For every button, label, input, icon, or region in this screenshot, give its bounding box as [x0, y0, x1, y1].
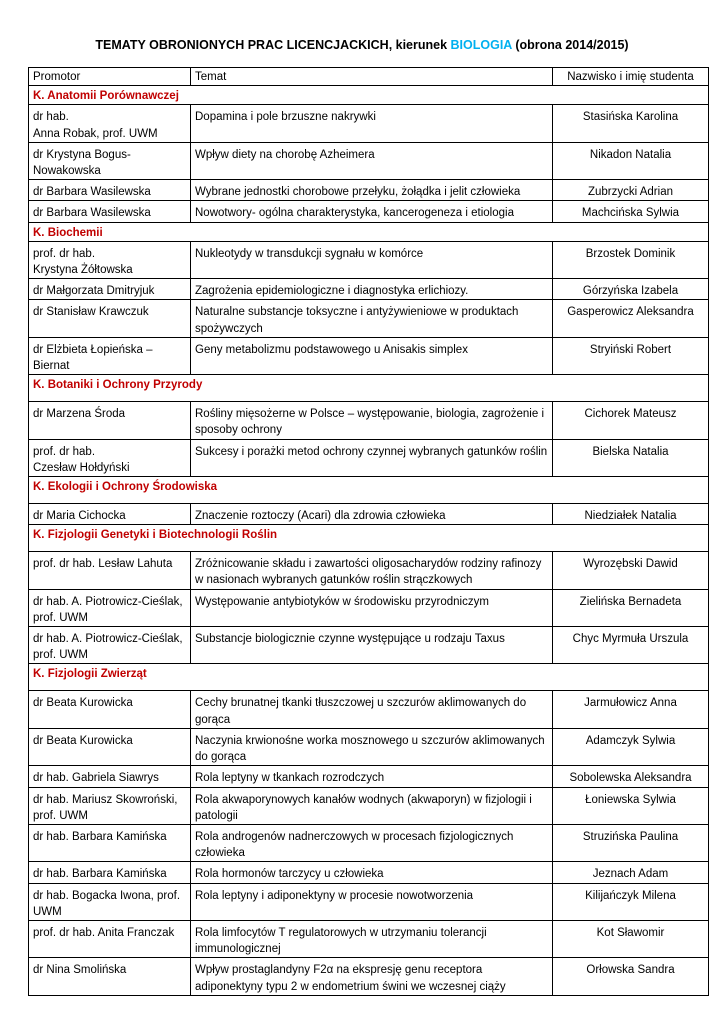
- table-row: [29, 504, 709, 525]
- student-cell: Cichorek Mateusz: [553, 402, 709, 439]
- promotor-cell: dr Stanisław Krawczuk: [29, 300, 191, 337]
- table-row: [29, 589, 709, 626]
- promotor-cell: dr Beata Kurowicka: [29, 691, 191, 728]
- temat-cell: Zróżnicowanie składu i zawartości oligosacharydów rodziny rafinozy w nasionach wybranych gatunków roślin strączkowych: [191, 552, 553, 589]
- temat-cell: Wpływ prostaglandyny F2α na ekspresję genu receptora adiponektyny typu 2 w endometrium świni we wczesnej ciąży: [191, 958, 553, 995]
- table-row: [29, 300, 709, 337]
- temat-cell: Naczynia krwionośne worka mosznowego u szczurów aklimowanych do gorąca: [191, 728, 553, 765]
- section-title: K. Biochemii: [29, 222, 709, 241]
- table-row: [29, 337, 709, 374]
- promotor-cell: dr hab. Barbara Kamińska: [29, 824, 191, 861]
- temat-cell: Rola androgenów nadnerczowych w procesach fizjologicznych człowieka: [191, 824, 553, 861]
- table-row: [29, 402, 709, 439]
- temat-cell: Rola leptyny i adiponektyny w procesie nowotworzenia: [191, 883, 553, 920]
- temat-cell: Wybrane jednostki chorobowe przełyku, żołądka i jelit człowieka: [191, 180, 553, 201]
- table-row: [29, 627, 709, 664]
- table-row: [29, 883, 709, 920]
- table-row: [29, 201, 709, 222]
- student-cell: Stasińska Karolina: [553, 105, 709, 142]
- table-row: [29, 105, 709, 142]
- table-row: [29, 691, 709, 728]
- promotor-cell: dr Maria Cichocka: [29, 504, 191, 525]
- temat-cell: Rola leptyny w tkankach rozrodczych: [191, 766, 553, 787]
- temat-cell: Znaczenie roztoczy (Acari) dla zdrowia człowieka: [191, 504, 553, 525]
- promotor-cell: dr hab. Mariusz Skowroński, prof. UWM: [29, 787, 191, 824]
- temat-cell: Substancje biologicznie czynne występujące u rodzaju Taxus: [191, 627, 553, 664]
- temat-cell: Naturalne substancje toksyczne i antyżywieniowe w produktach spożywczych: [191, 300, 553, 337]
- promotor-cell: dr hab. Bogacka Iwona, prof. UWM: [29, 883, 191, 920]
- student-cell: Chyc Myrmuła Urszula: [553, 627, 709, 664]
- temat-cell: Dopamina i pole brzuszne nakrywki: [191, 105, 553, 142]
- student-cell: Struzińska Paulina: [553, 824, 709, 861]
- promotor-cell: dr Barbara Wasilewska: [29, 201, 191, 222]
- temat-cell: Rola akwaporynowych kanałów wodnych (akwaporyn) w fizjologii i patologii: [191, 787, 553, 824]
- table-row: [29, 552, 709, 589]
- table-row: [29, 958, 709, 995]
- temat-cell: Występowanie antybiotyków w środowisku przyrodniczym: [191, 589, 553, 626]
- temat-cell: Rola limfocytów T regulatorowych w utrzymaniu tolerancji immunologicznej: [191, 920, 553, 957]
- student-cell: Niedziałek Natalia: [553, 504, 709, 525]
- temat-cell: Sukcesy i porażki metod ochrony czynnej wybranych gatunków roślin: [191, 439, 553, 476]
- promotor-cell: dr Nina Smolińska: [29, 958, 191, 995]
- student-cell: Zielińska Bernadeta: [553, 589, 709, 626]
- promotor-cell: dr hab. Anna Robak, prof. UWM: [29, 105, 191, 142]
- temat-cell: Rośliny mięsożerne w Polsce – występowanie, biologia, zagrożenie i sposoby ochrony: [191, 402, 553, 439]
- student-cell: Kot Sławomir: [553, 920, 709, 957]
- student-cell: Jarmułowicz Anna: [553, 691, 709, 728]
- student-cell: Górzyńska Izabela: [553, 279, 709, 300]
- promotor-cell: dr hab. Gabriela Siawrys: [29, 766, 191, 787]
- promotor-cell: prof. dr hab. Anita Franczak: [29, 920, 191, 957]
- section-row: [29, 86, 709, 105]
- theses-table-body: [29, 68, 709, 996]
- student-cell: Zubrzycki Adrian: [553, 180, 709, 201]
- student-cell: Machcińska Sylwia: [553, 201, 709, 222]
- section-title: K. Botaniki i Ochrony Przyrody: [29, 375, 709, 402]
- page-title: [0, 38, 724, 52]
- section-title: K. Fizjologii Genetyki i Biotechnologii Roślin: [29, 525, 709, 552]
- header-promotor: Promotor: [29, 68, 191, 86]
- promotor-cell: dr Barbara Wasilewska: [29, 180, 191, 201]
- student-cell: Brzostek Dominik: [553, 241, 709, 278]
- section-row: [29, 375, 709, 402]
- promotor-cell: dr Krystyna Bogus-Nowakowska: [29, 142, 191, 179]
- table-row: [29, 787, 709, 824]
- student-cell: Jeznach Adam: [553, 862, 709, 883]
- section-title: K. Fizjologii Zwierząt: [29, 664, 709, 691]
- temat-cell: Wpływ diety na chorobę Azheimera: [191, 142, 553, 179]
- student-cell: Sobolewska Aleksandra: [553, 766, 709, 787]
- section-row: [29, 477, 709, 504]
- promotor-cell: dr Elżbieta Łopieńska – Biernat: [29, 337, 191, 374]
- promotor-cell: dr hab. A. Piotrowicz-Cieślak, prof. UWM: [29, 589, 191, 626]
- promotor-cell: dr Małgorzata Dmitryjuk: [29, 279, 191, 300]
- title-prefix: TEMATY OBRONIONYCH PRAC LICENCJACKICH, kierunek: [95, 38, 451, 52]
- temat-cell: Geny metabolizmu podstawowego u Anisakis simplex: [191, 337, 553, 374]
- student-cell: Stryiński Robert: [553, 337, 709, 374]
- student-cell: Gasperowicz Aleksandra: [553, 300, 709, 337]
- promotor-cell: dr Beata Kurowicka: [29, 728, 191, 765]
- table-row: [29, 766, 709, 787]
- section-row: [29, 525, 709, 552]
- student-cell: Bielska Natalia: [553, 439, 709, 476]
- table-header-row: [29, 68, 709, 86]
- table-row: [29, 824, 709, 861]
- section-row: [29, 222, 709, 241]
- header-temat: Temat: [191, 68, 553, 86]
- temat-cell: Rola hormonów tarczycy u człowieka: [191, 862, 553, 883]
- promotor-cell: dr hab. Barbara Kamińska: [29, 862, 191, 883]
- student-cell: Kilijańczyk Milena: [553, 883, 709, 920]
- student-cell: Łoniewska Sylwia: [553, 787, 709, 824]
- table-row: [29, 862, 709, 883]
- temat-cell: Nukleotydy w transdukcji sygnału w komórce: [191, 241, 553, 278]
- section-title: K. Ekologii i Ochrony Środowiska: [29, 477, 709, 504]
- section-title: K. Anatomii Porównawczej: [29, 86, 709, 105]
- temat-cell: Nowotwory- ogólna charakterystyka, kancerogeneza i etiologia: [191, 201, 553, 222]
- section-row: [29, 664, 709, 691]
- promotor-cell: prof. dr hab. Krystyna Żółtowska: [29, 241, 191, 278]
- promotor-cell: prof. dr hab. Czesław Hołdyński: [29, 439, 191, 476]
- table-row: [29, 920, 709, 957]
- promotor-cell: dr Marzena Środa: [29, 402, 191, 439]
- table-row: [29, 180, 709, 201]
- table-row: [29, 439, 709, 476]
- temat-cell: Zagrożenia epidemiologiczne i diagnostyka erlichiozy.: [191, 279, 553, 300]
- promotor-cell: dr hab. A. Piotrowicz-Cieślak, prof. UWM: [29, 627, 191, 664]
- table-row: [29, 241, 709, 278]
- header-student: Nazwisko i imię studenta: [553, 68, 709, 86]
- temat-cell: Cechy brunatnej tkanki tłuszczowej u szczurów aklimowanych do gorąca: [191, 691, 553, 728]
- promotor-cell: prof. dr hab. Lesław Lahuta: [29, 552, 191, 589]
- table-row: [29, 728, 709, 765]
- student-cell: Orłowska Sandra: [553, 958, 709, 995]
- title-highlight: BIOLOGIA: [450, 38, 512, 52]
- title-suffix: (obrona 2014/2015): [511, 38, 629, 52]
- student-cell: Adamczyk Sylwia: [553, 728, 709, 765]
- theses-table: [28, 67, 709, 996]
- table-row: [29, 279, 709, 300]
- student-cell: Wyrozębski Dawid: [553, 552, 709, 589]
- table-row: [29, 142, 709, 179]
- student-cell: Nikadon Natalia: [553, 142, 709, 179]
